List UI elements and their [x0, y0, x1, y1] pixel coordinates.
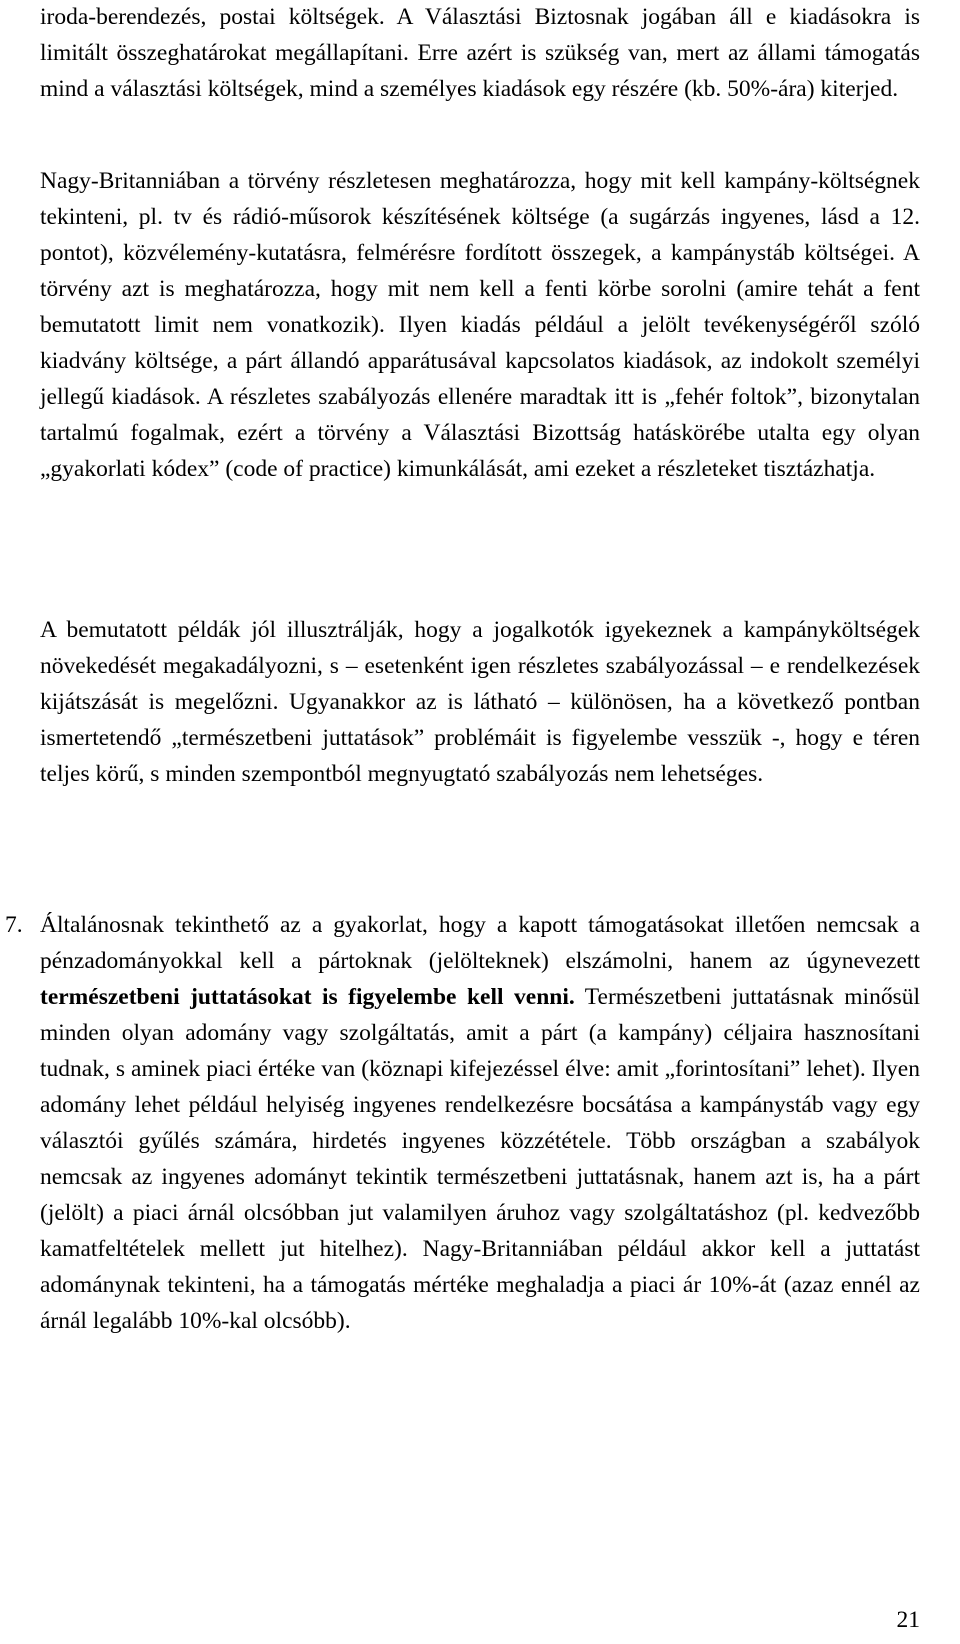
paragraph-examples-summary: A bemutatott példák jól illusztrálják, hogy a jogalkotók igyekeznek a kampányköltségek növekedését megakadályozni, s – esetenként igen részletes szabályozással – e rendelkezések kijátszását is megelőzni. Ugyanakkor az is látható – különösen, ha a következő pontban ismertetendő „természetbeni juttatások” problémáit is figyelembe vesszük -, hogy e téren teljes körű, s minden szempontból megnyugtató szabályozás nem lehetséges.: [40, 617, 920, 787]
item-number: 7.: [5, 912, 23, 938]
item-7-text-before-bold: Általánosnak tekinthető az a gyakorlat, hogy a kapott támogatásokat illetően nemcsak a pénzadományokkal kell a pártoknak (jelölteknek) elszámolni, hanem az úgynevezett: [40, 912, 920, 974]
item-7-text: [40, 907, 920, 1339]
paragraph-uk-campaign-cost-definition: Nagy-Britanniában a törvény részletesen meghatározza, hogy mit kell kampány-költségnek tekinteni, pl. tv és rádió-műsorok készítésének költsége (a sugárzás ingyenes, lásd a 12. pontot), közvélemény-kutatásra, felmérésre fordított összegek, a kampánystáb költségei. A törvény azt is meghatározza, hogy mit nem kell a fenti körbe sorolni (amire tehát a fent bemutatott limit nem vonatkozik). Ilyen kiadás például a jelölt tevékenységéről szóló kiadvány költsége, a párt állandó apparátusával kapcsolatos kiadások, az indokolt személyi jellegű kiadások. A részletes szabályozás ellenére maradtak itt is „fehér foltok”, bizonytalan tartalmú fogalmak, ezért a törvény a Választási Bizottság hatáskörébe utalta egy olyan „gyakorlati kódex” (code of practice) kimunkálását, ami ezeket a részleteket tisztázhatja.: [40, 168, 920, 482]
page-number: 21: [896, 1607, 920, 1633]
item-7-bold-emphasis: természetbeni juttatásokat is figyelembe kell venni.: [40, 984, 575, 1010]
paragraph-campaign-costs-limit: iroda-berendezés, postai költségek. A Választási Biztosnak jogában áll e kiadásokra is limitált összeghatárokat megállapítani. Erre azért is szükség van, mert az állami támogatás mind a választási költségek, mind a személyes kiadások egy részére (kb. 50%-ára) kiterjed.: [40, 4, 920, 102]
numbered-item-7: [0, 907, 920, 1467]
item-7-text-after-bold: Természetbeni juttatásnak minősül minden olyan adomány vagy szolgáltatás, amit a párt (a kampány) céljaira hasznosítani tudnak, s aminek piaci értéke van (köznapi kifejezéssel élve: amit „forintosítani” lehet). Ilyen adomány lehet például helyiség ingyenes rendelkezésre bocsátása a kampánystáb vagy egy választói gyűlés számára, hirdetés ingyenes közzététele. Több országban a szabályok nemcsak az ingyenes adományt tekintik természetbeni juttatásnak, hanem azt is, ha a párt (jelölt) a piaci árnál olcsóbban jut valamilyen áruhoz vagy szolgáltatáshoz (pl. kedvezőbb kamatfeltételek mellett jut hitelhez). Nagy-Britanniában például akkor kell a juttatást adománynak tekinteni, ha a támogatás mértéke meghaladja a piaci ár 10%-át (azaz ennél az árnál legalább 10%-kal olcsóbb).: [40, 984, 920, 1334]
